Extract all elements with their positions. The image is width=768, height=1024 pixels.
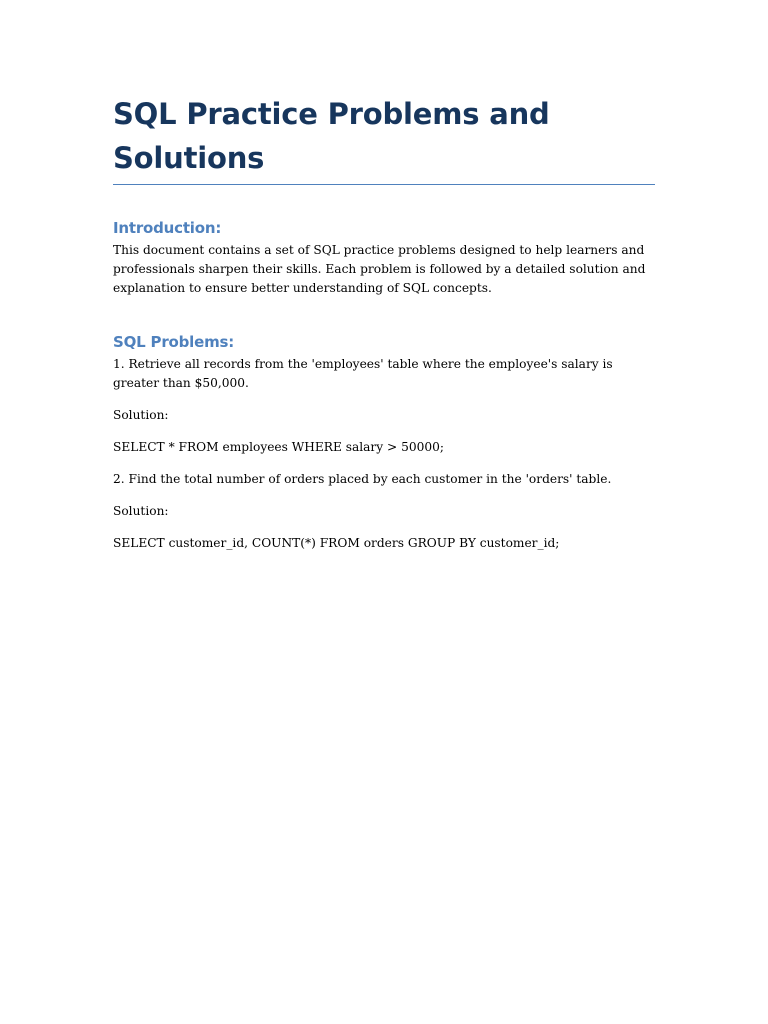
introduction-heading: Introduction: xyxy=(113,219,222,237)
document-title: SQL Practice Problems and Solutions xyxy=(113,92,655,185)
sql-problems-heading: SQL Problems: xyxy=(113,333,235,351)
problem-2-solution-label: Solution: xyxy=(113,504,169,518)
problem-2-question: 2. Find the total number of orders placed by each customer in the 'orders' table. xyxy=(113,472,612,486)
problem-1-question: 1. Retrieve all records from the 'employees' table where the employee's salary is greater than $50,000. xyxy=(113,357,613,390)
problem-2-solution-code: SELECT customer_id, COUNT(*) FROM orders GROUP BY customer_id; xyxy=(113,536,560,550)
problem-1-solution-code: SELECT * FROM employees WHERE salary > 50000; xyxy=(113,440,444,454)
introduction-paragraph: This document contains a set of SQL practice problems designed to help learners and professionals sharpen their skills. Each problem is followed by a detailed solution and explanation to ensure better understanding of SQL concepts. xyxy=(113,243,646,295)
document-body xyxy=(113,92,655,553)
problem-1-solution-label: Solution: xyxy=(113,408,169,422)
